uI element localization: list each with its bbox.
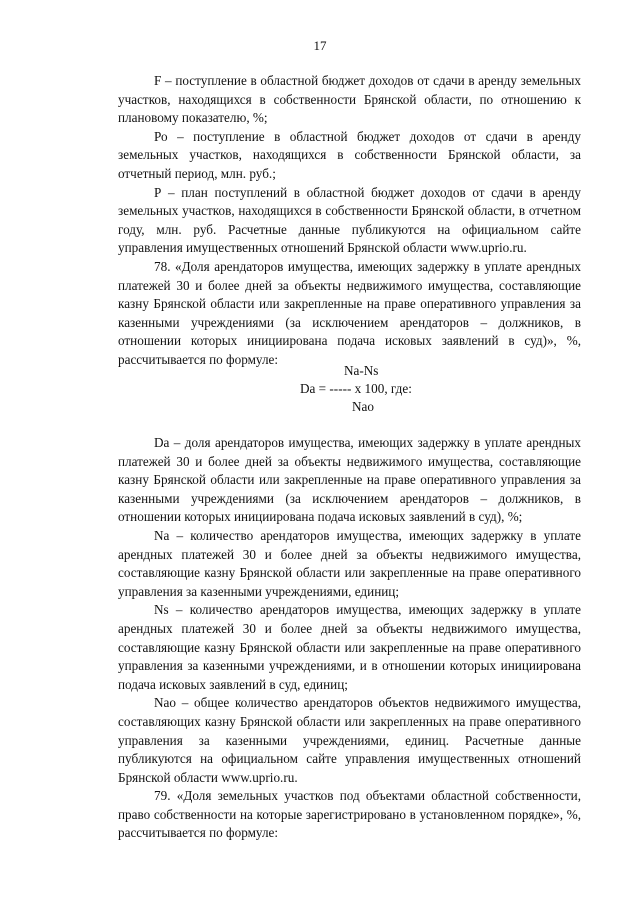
paragraph-item-79: 79. «Доля земельных участков под объектами областной собственности, право собственности на которые зарегистрировано в установленном порядке», %, рассчитывается по формуле: bbox=[118, 788, 581, 841]
formula-da bbox=[300, 362, 412, 416]
paragraph-p-definition: Р – план поступлений в областной бюджет доходов от сдачи в аренду земельных участков, находящихся в собственности Брянской области, в отчетном году, млн. руб. Расчетные данные публикуются на официальном сайте управления имущественных отношений Брянской области www.uprio.ru. bbox=[118, 184, 581, 256]
paragraph-nao-definition: Nao – общее количество арендаторов объектов недвижимого имущества, составляющих казну Брянской области или закрепленных на праве оперативного управления за казенными учреждениями, единиц. Расчетные данные публикуются на официальном сайте управления имущественных отношений Брянской области www.uprio.ru. bbox=[118, 695, 581, 785]
formula-numerator: Na-Ns bbox=[344, 363, 379, 378]
paragraph-item-78: 78. «Доля арендаторов имущества, имеющих задержку в уплате арендных платежей 30 и более дней за объекты недвижимого имущества, составляющие казну Брянской области или закрепленные на праве оперативного управления за казенными учреждениями (за исключением арендаторов – должников, в отношении которых инициирована подача исковых заявлений в суд)», %, рассчитывается по формуле: bbox=[118, 258, 581, 367]
text-block-upper bbox=[118, 72, 581, 370]
paragraph-da-definition: Da – доля арендаторов имущества, имеющих задержку в уплате арендных платежей 30 и более дней за объекты недвижимого имущества, составляющие казну Брянской области или закрепленные на праве оперативного управления за казенными учреждениями (за исключением арендаторов – должников, в отношении которых инициирована подача исковых заявлений в суд), %; bbox=[118, 435, 581, 525]
text-block-lower bbox=[118, 434, 581, 843]
paragraph-po-definition: Ро – поступление в областной бюджет доходов от сдачи в аренду земельных участков, находящихся в собственности Брянской области, за отчетный период, млн. руб.; bbox=[118, 128, 581, 181]
paragraph-na-definition: Na – количество арендаторов имущества, имеющих задержку в уплате арендных платежей 30 и более дней за объекты недвижимого имущества, составляющие казну Брянской области или закрепленные на праве оперативного управления за казенными учреждениями, единиц; bbox=[118, 527, 581, 599]
formula-denominator: Nao bbox=[352, 399, 374, 414]
paragraph-ns-definition: Ns – количество арендаторов имущества, имеющих задержку в уплате арендных платежей 30 и более дней за объекты недвижимого имущества, составляющие казну Брянской области или закрепленные на праве оперативного управления за казенными учреждениями, и в отношении которых инициирована подача исковых заявлений в суд, единиц; bbox=[118, 602, 581, 692]
page-number: 17 bbox=[313, 38, 327, 53]
formula-main-line: Da = ----- x 100, где: bbox=[300, 381, 412, 396]
paragraph-f-definition: F – поступление в областной бюджет доходов от сдачи в аренду земельных участков, находящихся в собственности Брянской области, по отношению к плановому показателю, %; bbox=[118, 73, 581, 126]
